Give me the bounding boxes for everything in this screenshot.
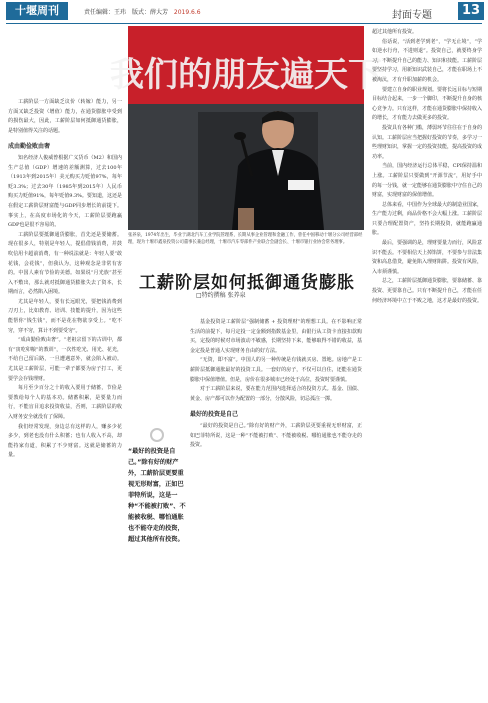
microphone-icon [234, 132, 246, 140]
middle-column [190, 318, 362, 451]
body-paragraph: “无资，即不富”。中国人的另一种传统是有钱就买房、置地。房地产是工薪阶层抵御通胀最好的投资工具。一套好的房子，不仅可以自住，还能在通货膨胀中保值增值。但是，房价在很多城市已经处于高位，投资时要谨慎。 [190, 357, 362, 383]
section-heading: 成由勤俭败由奢 [8, 143, 51, 151]
speaker-photo [110, 26, 382, 230]
body-paragraph: 总之，工薪阶层抵御通货膨胀，要靠储蓄、靠投资、更要靠自己。只有不断提升自己，才能在任何经济环境中立于不败之地，这才是最好的投资。 [372, 278, 483, 304]
body-paragraph: 知名经济人俊威曾根据广义货币（M2）和国内生产总值（GDP）增速的差额测算，过去100年（1913年到2015年）美元购买力贬值97%，每年贬3.3%；过去30年（1985年到2015年）人民币购买力贬值91%，每年贬值9.3%。要知道，这还是在假定工薪阶层财富能与GDP同步增长的前提下。事实上，在高度市场化的今天，工薪阶层要跑赢GDP也是很不容易的。 [8, 154, 122, 229]
editor-line: 责任编辑：王玮 [84, 9, 127, 16]
body-paragraph: 超过其他所有投资。 [372, 29, 418, 35]
right-column [372, 28, 482, 306]
page-number: 13 [458, 2, 484, 20]
page-header [0, 0, 488, 24]
editor-credits [84, 7, 201, 16]
body-paragraph: 俗话说，“活到老学到老”，“学无止境”，“学如逆水行舟，不进则退”。投资自己，就要终身学习，不断提升自己的能力、知识和技能。工薪阶层要坚持学习，用新知识武装自己，才能在职场上不被淘汰，才有升职加薪的机会。 [372, 38, 483, 83]
backdrop-slogan: 我们的朋友遍天下 [110, 55, 382, 95]
body-paragraph: 投资具有各种门槛，薄弱环节往往在于自身的认知。工薪阶层应当把握好投资的节奏，多学习一些理财知识，掌握一定的投资技能，提高投资的成功率。 [372, 124, 483, 160]
body-paragraph: 对于工薪阶层来说，要在能力范围内选择适合的投资方式。基金、国债、黄金、房产都可以作为配置的一部分，分散风险，切忌孤注一掷。 [190, 386, 362, 402]
body-paragraph: 基金投资是工薪阶层“强制储蓄 + 投资理财”的理想工具。在不影响正常生活的前提下，每月定投一定金额到指数基金里，由银行从工资卡直接扣款购买，定投的时候对市场波动不敏感，长期坚持下来，能够取得不错的收益，基金定投是普通人实现财务自由的好方法。 [190, 319, 362, 354]
pull-quote [128, 428, 186, 545]
body-paragraph: 要建立自身的职业规划。要将长远目标与短期目标结合起来，一步一个脚印，不断提升自身的核心竞争力。只有这样，才能在通货膨胀中保持收入的增长，才有能力去做更多的投资。 [372, 86, 483, 122]
body-paragraph: 我们经常发现，身边总有这样的人，赚多少花多少，到老也没有什么积蓄；也有人收入不高，却能持家有道，积累了不少财富。这就是储蓄的力量。 [8, 423, 122, 459]
body-paragraph: 当前，国内经济运行总体平稳，CPI保持温和上涨。工薪阶层只要做到“开源节流”，用好手中的每一分钱，就一定能够在通货膨胀中守住自己的财富，实现财富的保值增值。 [372, 163, 483, 199]
body-paragraph: 总体来看，中国作为全球最大的制造业国家，生产能力过剩，商品价格不会大幅上涨。工薪阶层只要合理配置资产，坚持长期投资，就能跑赢通胀。 [372, 201, 483, 237]
body-paragraph: 每月至少百分之十的收入要用于储蓄，节俭是要教给每个人的基本功。储蓄积累，是要量力而行，不能盲目追求投资收益，否则，工薪阶层的收入财务安全就没有了保障。 [8, 385, 122, 420]
body-paragraph: “最好的投资是自己。”除有好的财产外，工薪阶层更要重视无形财富，正如巴菲特所说，这是一种“不能被打败”、不能被收税、哪怕通胀也不能夺走的投资。 [190, 422, 362, 449]
section-heading: 最好的投资是自己 [190, 411, 239, 419]
publication-logo: 十堰周刊 [6, 2, 68, 20]
left-column [8, 98, 122, 461]
section-title: 封面专题 [392, 10, 432, 21]
article-headline: 工薪阶层如何抵御通货膨胀 [139, 273, 355, 293]
body-paragraph: 工薪阶层要抵御通货膨胀，首先还是要储蓄。现在很多人，特别是年轻人，提倡借钱消费，并鼓吹信用卡超前消费，有一种说法就是：年轻人要“敢花钱，会花钱”，但我认为，这种观念是非常有害的。中国人素有节俭的美德。如果说“月光族”甚至入不敷出，那么就对抵御通货膨胀失去了资本，长期而言，必然陷入困境。 [8, 231, 122, 296]
body-paragraph: 最后，要强调的是，理财要量力而行，风险意识不能丢。不要相信天上掉馅饼，不要参与非法集资和高息借贷，避免陷入理财陷阱。投资有风险，入市须谨慎。 [372, 240, 483, 275]
pull-quote-text: “最好的投资是自己。”除有好的财产外，工薪阶层更要重视无形财富，正如巴菲特所说，这是一种“不能被打败”、不能被收税、哪怕通胀也不能夺走的投资，超过其他所有投资。 [128, 448, 186, 543]
issue-date: 2019.6.6 [173, 9, 201, 16]
intro-paragraph: 工薪阶层一方面缺乏议价（转嫁）能力，另一方面又缺乏投资（增值）能力，在通货膨胀中受到的损伤最大，因此，工薪阶层如何抵御通货膨胀，是特别值得关注的话题。 [8, 99, 122, 134]
header-rule [6, 23, 482, 24]
body-paragraph: 尤其是年轻人，要有长远眼光，要把钱消费到刀刃上，比如教育、培训、技能的提升，因为这些能帮你“钱生钱”，而不是花在物欲享受上。“吃不穷，穿不穷，算计不到要受穷”。 [8, 298, 122, 334]
speaker-illustration [110, 26, 382, 230]
photo-caption: 张养泉，1974年出生，毕业于湖北汽车工业学院管理系，长期从事企业管理和金融工作，曾任中国移动十堰分公司经营部经理，现为十堰市鑫泉投资公司董事长兼总经理，十堰市汽车零部件产业联合会副会长、十堰市银行业协会常务理事。 [128, 233, 363, 245]
body-paragraph: “成由勤俭败由奢”。“老祖宗留下的古训中，都有“寅吃卯粮”的教训”，一次性吃光、用光、花光，不给自己留后路，一旦遭遇意外，就会陷入被动。尤其是工薪阶层，可能一辈子都要为房子打工，更要学会存钱理财。 [8, 337, 122, 382]
article-byline: □特约撰稿 张养泉 [196, 292, 246, 299]
layout-line: 版式：薛大芳 [131, 9, 168, 16]
quote-ornament-icon [150, 428, 164, 442]
